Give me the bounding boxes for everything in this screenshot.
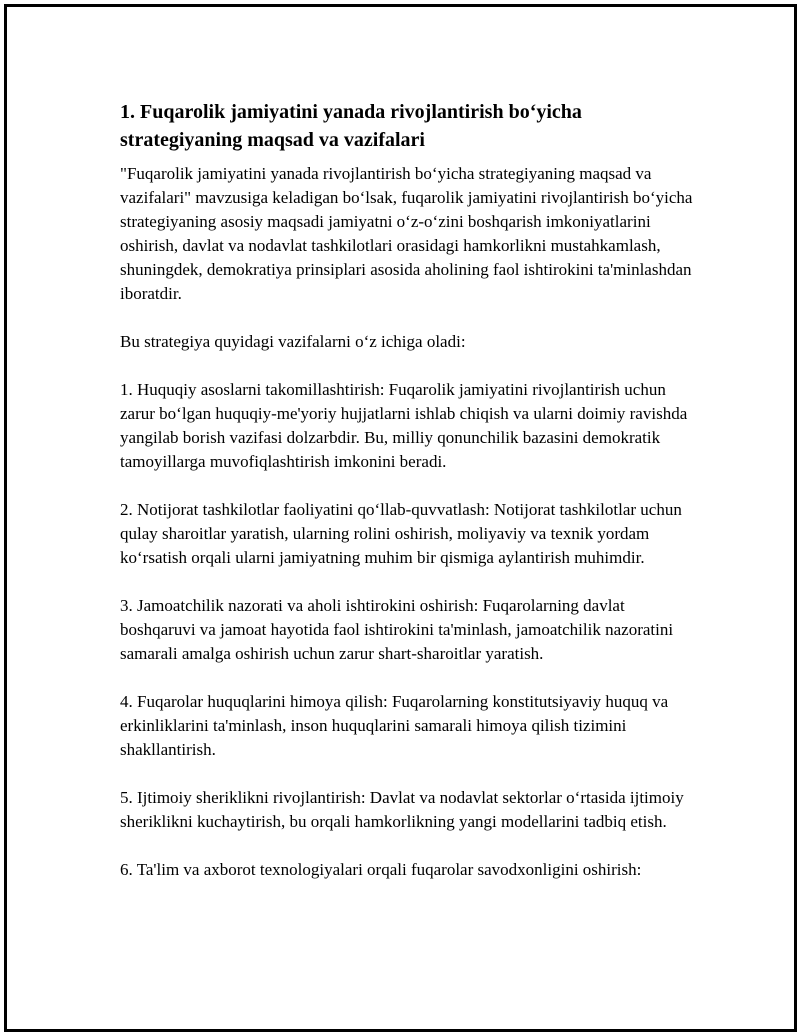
task-item-2: 2. Notijorat tashkilotlar faoliyatini qo‘llab-quvvatlash: Notijorat tashkilotlar uchun qulay sharoitlar yaratish, ularning rolini oshirish, moliyaviy va texnik yordam ko‘rsatish orqali ularni jamiyatning muhim bir qismiga aylantirish muhimdir. — [120, 500, 682, 567]
task-item-3: 3. Jamoatchilik nazorati va aholi ishtirokini oshirish: Fuqarolarning davlat boshqaruvi va jamoat hayotida faol ishtirokini ta'minlash, jamoatchilik nazoratini samarali amalga oshirish uchun zarur shart-sharoitlar yaratish. — [120, 596, 674, 663]
task-item-6: 6. Ta'lim va axborot texnologiyalari orqali fuqarolar savodxonligini oshirish: — [120, 860, 642, 879]
section-heading: 1. Fuqarolik jamiyatini yanada rivojlantirish bo‘yicha strategiyaning maqsad va vazifalari — [120, 101, 582, 151]
task-item-4: 4. Fuqarolar huquqlarini himoya qilish: Fuqarolarning konstitutsiyaviy huquq va erkinliklarini ta'minlash, inson huquqlarini samarali himoya qilish tizimini shakllantirish. — [120, 692, 669, 759]
document-body — [120, 98, 694, 906]
tasks-intro-paragraph: Bu strategiya quyidagi vazifalarni o‘z ichiga oladi: — [120, 332, 466, 351]
task-item-5: 5. Ijtimoiy sheriklikni rivojlantirish: Davlat va nodavlat sektorlar o‘rtasida ijtimoiy sheriklikni kuchaytirish, bu orqali hamkorlikning yangi modellarini tadbiq etish. — [120, 788, 684, 831]
page-frame — [4, 4, 797, 1032]
task-item-1: 1. Huquqiy asoslarni takomillashtirish: Fuqarolik jamiyatini rivojlantirish uchun zarur bo‘lgan huquqiy-me'yoriy hujjatlarni ishlab chiqish va ularni doimiy ravishda yangilab borish vazifasi dolzarbdir. Bu, milliy qonunchilik bazasini demokratik tamoyillarga muvofiqlashtirish imkonini beradi. — [120, 380, 688, 471]
intro-paragraph: "Fuqarolik jamiyatini yanada rivojlantirish bo‘yicha strategiyaning maqsad va vazifalari" mavzusiga keladigan bo‘lsak, fuqarolik jamiyatini rivojlantirish bo‘yicha strategiyaning asosiy maqsadi jamiyatni o‘z-o‘zini boshqarish imkoniyatlarini oshirish, davlat va nodavlat tashkilotlari orasidagi hamkorlikni mustahkamlash, shuningdek, demokratiya prinsiplari asosida aholining faol ishtirokini ta'minlashdan iboratdir. — [120, 164, 693, 303]
